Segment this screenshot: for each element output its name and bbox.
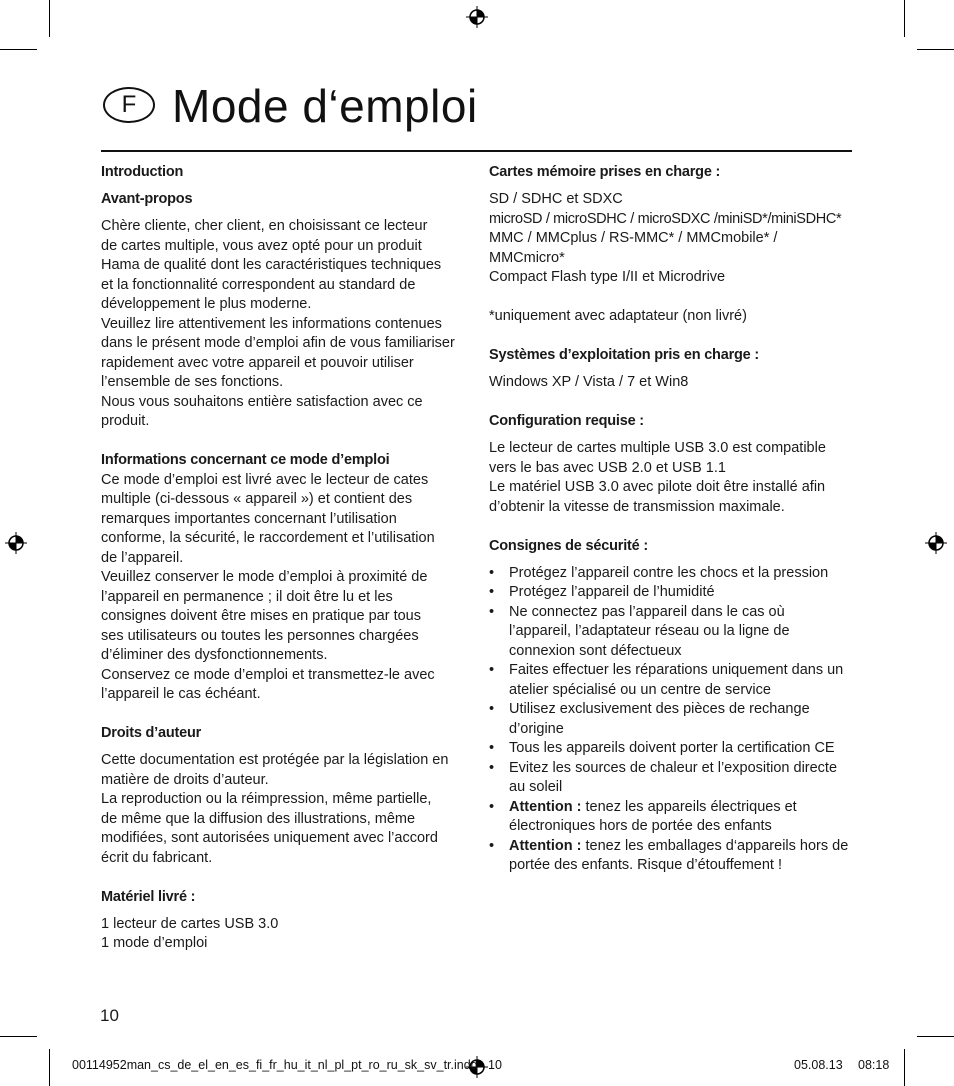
text-line: l’ensemble de ses fonctions.	[101, 374, 284, 390]
text-line: et la fonctionnalité correspondent au standard de	[101, 276, 416, 293]
list-item: • Attention : tenez les appareils électriques et électroniques hors de portée des enfants	[489, 798, 853, 837]
text-line: SD / SDHC et SDXC	[489, 191, 623, 207]
config-heading: Configuration requise :	[489, 413, 644, 429]
safety-list	[489, 564, 853, 876]
list-item: • Tous les appareils doivent porter la certification CE	[489, 739, 853, 759]
cards-note: *uniquement avec adaptateur (non livré)	[489, 308, 747, 324]
crop-mark-top-right-horizontal	[917, 49, 954, 50]
list-item: • Utilisez exclusivement des pièces de rechange d’origine	[489, 700, 853, 739]
foreword-heading: Avant-propos	[101, 191, 193, 207]
text-line: développement le plus moderne.	[101, 296, 312, 312]
cards-text	[489, 190, 853, 288]
list-item: • Faites effectuer les réparations uniquement dans un atelier spécialisé ou un centre de service	[489, 661, 853, 700]
title-rule	[101, 150, 852, 152]
text-line: rapidement avec votre appareil et pouvoir utiliser	[101, 354, 414, 371]
attention-label: Attention :	[509, 837, 582, 854]
foreword-text	[101, 217, 463, 432]
config-text	[489, 439, 853, 517]
delivery-heading: Matériel livré :	[101, 888, 196, 905]
attention-label: Attention :	[509, 798, 582, 815]
text-line: 1 mode d’emploi	[101, 935, 208, 951]
right-column	[489, 163, 853, 876]
list-item: • Attention : tenez les emballages d‘appareils hors de portée des enfants. Risque d’étouffement !	[489, 837, 853, 876]
text-line: multiple (ci-dessous « appareil ») et contient des	[101, 491, 413, 507]
list-item: • Protégez l’appareil contre les chocs et la pression	[489, 564, 853, 584]
copyright-text	[101, 751, 463, 868]
footer-time: 08:18	[858, 1058, 890, 1072]
text-line: matière de droits d’auteur.	[101, 771, 269, 788]
text-line: vers le bas avec USB 2.0 et USB 1.1	[489, 459, 726, 476]
page-title: Mode d‘emploi	[172, 80, 478, 132]
text-line: de l’appareil.	[101, 549, 184, 566]
language-marker-letter: F	[121, 91, 137, 118]
crop-mark-bottom-right-horizontal	[917, 1036, 954, 1037]
text-line: 1 lecteur de cartes USB 3.0	[101, 915, 279, 932]
text-line: Nous vous souhaitons entière satisfaction avec ce	[101, 393, 423, 410]
text-line: Veuillez conserver le mode d’emploi à proximité de	[101, 569, 428, 585]
list-item: • Protégez l’appareil de l’humidité	[489, 583, 853, 603]
copyright-heading: Droits d’auteur	[101, 725, 202, 741]
text-line: Compact Flash type I/II et Microdrive	[489, 269, 726, 285]
text-line: d’éliminer des dysfonctionnements.	[101, 647, 328, 663]
text-line: l’appareil en permanence ; il doit être lu et les	[101, 588, 393, 605]
list-item: • Evitez les sources de chaleur et l’exposition directe au soleil	[489, 759, 853, 798]
text-line: produit.	[101, 413, 150, 429]
registration-mark-left-icon	[5, 532, 27, 554]
text-line: modifiées, sont autorisées uniquement avec l’accord	[101, 830, 438, 846]
language-marker	[103, 87, 155, 123]
text-line: Ce mode d’emploi est livré avec le lecteur de cates	[101, 471, 429, 488]
text-line: Conservez ce mode d’emploi et transmettez-le avec	[101, 666, 435, 683]
registration-mark-top-icon	[466, 6, 488, 28]
text-line: MMC / MMCplus / RS-MMC* / MMCmobile* /	[489, 230, 778, 246]
text-line: Hama de qualité dont les caractéristiques techniques	[101, 257, 442, 273]
safety-heading: Consignes de sécurité :	[489, 537, 648, 554]
left-column	[101, 163, 463, 954]
text-line: de même que la diffusion des illustrations, même	[101, 810, 416, 827]
info-heading: Informations concernant ce mode d’emploi	[101, 452, 390, 468]
footer-filename: 00114952man_cs_de_el_en_es_fi_fr_hu_it_nl_pl_pt_ro_ru_sk_sv_tr.indd 10	[72, 1058, 502, 1072]
text-line: La reproduction ou la réimpression, même partielle,	[101, 791, 432, 807]
footer-date: 05.08.13	[794, 1058, 843, 1072]
page-number: 10	[100, 1006, 119, 1025]
text-line: consignes doivent être mises en pratique par tous	[101, 608, 421, 624]
text-line: l’appareil le cas échéant.	[101, 686, 261, 702]
text-line: Cette documentation est protégée par la législation en	[101, 752, 449, 768]
crop-mark-bottom-left-vertical	[49, 1049, 50, 1086]
text-line: de cartes multiple, vous avez opté pour un produit	[101, 237, 422, 254]
os-heading: Systèmes d’exploitation pris en charge :	[489, 347, 759, 363]
crop-mark-top-left-horizontal	[0, 49, 37, 50]
text-line: conforme, la sécurité, le raccordement et l’utilisation	[101, 530, 435, 546]
crop-mark-top-right-vertical	[904, 0, 905, 37]
crop-mark-top-left-vertical	[49, 0, 50, 37]
text-line: ses utilisateurs ou toutes les personnes chargées	[101, 627, 419, 644]
list-item: • Ne connectez pas l’appareil dans le cas où l’appareil, l’adaptateur réseau ou la ligne de connexion sont défectueux	[489, 603, 853, 662]
os-text: Windows XP / Vista / 7 et Win8	[489, 374, 689, 390]
text-line: microSD / microSDHC / microSDXC /miniSD*/miniSDHC*	[489, 210, 842, 227]
delivery-text	[101, 915, 463, 954]
text-line: MMCmicro*	[489, 249, 565, 266]
text-line: Le matériel USB 3.0 avec pilote doit être installé afin	[489, 479, 826, 495]
text-line: d’obtenir la vitesse de transmission maximale.	[489, 498, 785, 515]
text-line: dans le présent mode d’emploi afin de vous familiariser	[101, 335, 455, 351]
text-line: Le lecteur de cartes multiple USB 3.0 est compatible	[489, 440, 826, 456]
introduction-heading: Introduction	[101, 164, 184, 180]
crop-mark-bottom-left-horizontal	[0, 1036, 37, 1037]
cards-heading: Cartes mémoire prises en charge :	[489, 164, 721, 180]
crop-mark-bottom-right-vertical	[904, 1049, 905, 1086]
text-line: Veuillez lire attentivement les informations contenues	[101, 315, 442, 332]
registration-mark-right-icon	[925, 532, 947, 554]
text-line: remarques importantes concernant l’utilisation	[101, 510, 397, 527]
text-line: Chère cliente, cher client, en choisissant ce lecteur	[101, 218, 428, 234]
text-line: écrit du fabricant.	[101, 849, 213, 866]
info-text	[101, 471, 463, 705]
